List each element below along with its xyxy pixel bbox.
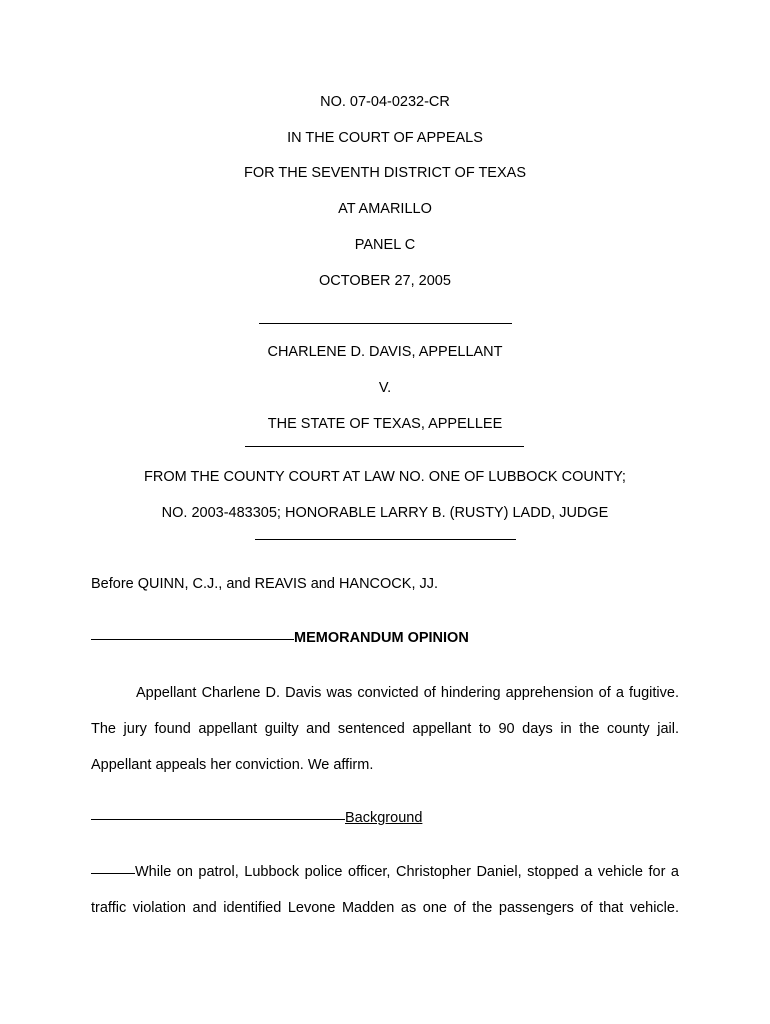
separator-rule-1 (259, 323, 512, 324)
background-line-2: traffic violation and identified Levone Madden as one of the passengers of that vehicle. (91, 900, 679, 916)
heading-underline-lead (91, 639, 294, 640)
separator-rule-3 (255, 539, 516, 540)
origin-court: FROM THE COUNTY COURT AT LAW NO. ONE OF LUBBOCK COUNTY; (144, 469, 626, 485)
background-line-1-wrap (91, 863, 679, 881)
opinion-heading: MEMORANDUM OPINION (294, 630, 469, 646)
separator-rule-2 (245, 446, 524, 447)
panel-label: PANEL C (354, 237, 416, 253)
section-heading-line (91, 809, 422, 827)
court-name: IN THE COURT OF APPEALS (287, 130, 483, 146)
opinion-heading-line (91, 629, 469, 647)
appellant-name: CHARLENE D. DAVIS, APPELLANT (267, 344, 503, 360)
intro-line-2: The jury found appellant guilty and sentenced appellant to 90 days in the county jail. (91, 721, 679, 737)
opinion-date: OCTOBER 27, 2005 (319, 273, 451, 289)
district-name: FOR THE SEVENTH DISTRICT OF TEXAS (244, 165, 526, 181)
versus-label: V. (378, 380, 392, 396)
section-heading: Background (345, 810, 423, 826)
appellee-name: THE STATE OF TEXAS, APPELLEE (267, 416, 503, 432)
indent-underline (91, 873, 135, 874)
intro-line-3: Appellant appeals her conviction. We affirm. (91, 757, 374, 773)
case-number: NO. 07-04-0232-CR (320, 94, 450, 110)
section-underline-lead (91, 819, 345, 820)
court-location: AT AMARILLO (338, 201, 432, 217)
panel-justices: Before QUINN, C.J., and REAVIS and HANCOCK, JJ. (91, 576, 439, 592)
intro-line-1: Appellant Charlene D. Davis was convicted of hindering apprehension of a fugitive. (136, 685, 679, 701)
origin-case-judge: NO. 2003-483305; HONORABLE LARRY B. (RUSTY) LADD, JUDGE (161, 505, 609, 521)
background-line-1: While on patrol, Lubbock police officer, Christopher Daniel, stopped a vehicle for a (135, 864, 679, 880)
